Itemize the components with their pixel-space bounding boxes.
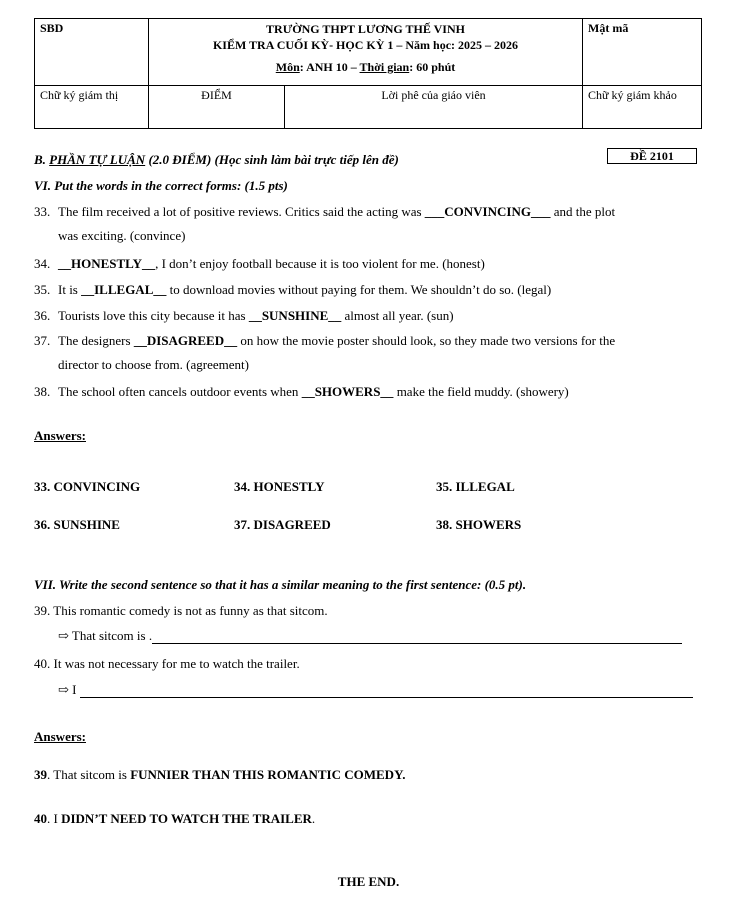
answer-34: 34. HONESTLY	[234, 479, 325, 494]
answer-37: 37. DISAGREED	[234, 517, 331, 532]
section-b-title: B. PHẦN TỰ LUẬN (2.0 ĐIỂM) (Học sinh làm bài trực tiếp lên đề)	[34, 152, 399, 167]
part7-instruction: VII. Write the second sentence so that it has a similar meaning to the first sentence: (0.5 pt).	[34, 577, 527, 592]
header-table	[34, 18, 702, 129]
sbd-cell: SBD	[35, 19, 149, 86]
part6-answers-heading: Answers:	[34, 428, 86, 443]
answer-35: 35. ILLEGAL	[436, 479, 515, 494]
exam-code-box: ĐỀ 2101	[607, 148, 697, 164]
part7-answers-heading: Answers:	[34, 729, 86, 744]
question-39: 39. This romantic comedy is not as funny as that sitcom.	[34, 603, 328, 618]
exam-title: KIỂM TRA CUỐI KỲ- HỌC KỲ 1 – Năm học: 2025 – 2026	[212, 38, 519, 52]
question-38: 38. The school often cancels outdoor events when __SHOWERS__ make the field muddy. (showery)	[34, 384, 569, 399]
subject-line: Môn: ANH 10 – Thời gian: 60 phút	[275, 60, 456, 74]
the-end: THE END.	[337, 874, 400, 889]
answer-33: 33. CONVINCING	[34, 479, 141, 494]
teacher-comment-cell: Lời phê của giáo viên	[285, 86, 583, 129]
answer-38: 38. SHOWERS	[436, 517, 522, 532]
school-name: TRƯỜNG THPT LƯƠNG THẾ VINH	[266, 22, 465, 36]
question-40-prompt: ⇨ I	[58, 682, 693, 698]
question-40-blank[interactable]	[80, 685, 693, 698]
score-cell: ĐIỂM	[149, 86, 285, 129]
answer-40: 40. I DIDN’T NEED TO WATCH THE TRAILER.	[34, 811, 316, 826]
answer-39: 39. That sitcom is FUNNIER THAN THIS ROMANTIC COMEDY.	[34, 767, 406, 782]
question-34: 34. __HONESTLY__, I don’t enjoy football because it is too violent for me. (honest)	[34, 256, 485, 271]
question-35: 35. It is __ILLEGAL__ to download movies without paying for them. We shouldn’t do so. (legal)	[34, 282, 552, 297]
examiner-signature-cell: Chữ ký giám khảo	[583, 86, 702, 129]
question-37: 37. The designers __DISAGREED__ on how the movie poster should look, so they made two versions for the director to choose from. (agreement)	[34, 333, 616, 372]
part6-instruction: VI. Put the words in the correct forms: (1.5 pts)	[34, 178, 288, 193]
mat-ma-cell: Mật mã	[583, 19, 702, 86]
school-info-cell	[149, 19, 583, 86]
question-39-blank[interactable]	[152, 631, 682, 644]
question-40: 40. It was not necessary for me to watch the trailer.	[34, 656, 300, 671]
question-33: 33. The film received a lot of positive reviews. Critics said the acting was ___CONVINCING___ and the plot was exciting. (convince)	[34, 204, 616, 243]
question-36: 36. Tourists love this city because it has __SUNSHINE__ almost all year. (sun)	[34, 308, 454, 323]
supervisor-signature-cell: Chữ ký giám thị	[35, 86, 149, 129]
question-39-prompt: ⇨ That sitcom is .	[58, 628, 682, 644]
answer-36: 36. SUNSHINE	[34, 517, 120, 532]
